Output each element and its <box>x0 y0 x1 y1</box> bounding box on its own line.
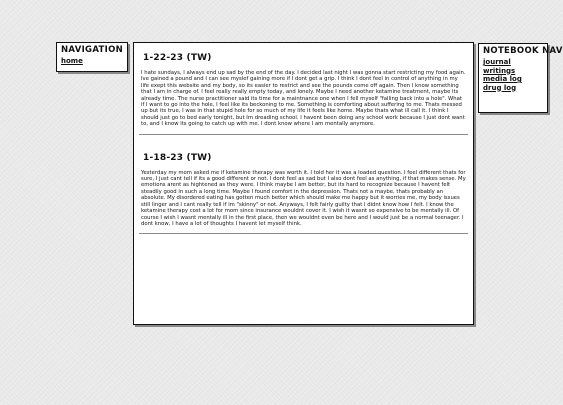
nav-link-media-log[interactable]: media log <box>483 75 522 83</box>
entry-title: 1-18-23 (TW) <box>143 152 212 163</box>
nav-link-home[interactable]: home <box>61 57 83 65</box>
entry-body: I hate sundays, I always end up sad by the end of the day. I decided last night I was gonna start restricting my food again. Ive gained a pound and I can see myslef gaining more if I dont get a grip. I think I dont feel in control of anything in my life exept this website and my body, so its easier to restrict and see the pounds come off again. Then I know something that I am in charge of. I feel really really empty today, and lonely. Maybe I need another ketamine treatment, maybe its already time. The nurse practitioner said its time for a maintnance one when I fell myself "falling back into a hole". What if I want to go into the hole, I feel like its beckoning to me. Something is comforting about suffering to me. Thats messed up but its true, I was in that stupid hole for so much of my life it feels like home. Maybe thats what ill call it. I think I should just go to bed early tonight, but Im dreading school. I havent been doing any school work because I just dont want to, and I know its going to catch up with me. I dont know where I am mentally anymore. <box>141 70 466 128</box>
nav-link-journal[interactable]: journal <box>483 58 511 66</box>
navigation-title: NAVIGATION <box>61 45 124 55</box>
entry-divider <box>139 233 468 234</box>
notebook-nav-panel <box>478 43 563 113</box>
journal-entry <box>139 43 468 135</box>
nav-link-writings[interactable]: writings <box>483 66 516 75</box>
entry-title: 1-22-23 (TW) <box>143 53 212 63</box>
notebook-nav-title: NOTEBOOK NAV <box>483 46 563 56</box>
entry-body: Yesterday my mom asked me if ketamine therapy was worth it. I told her it was a loaded question. I feel different thats for sure, I just cant tell if its a good different or not. I dont feel as sad but I also dont feel as anything, if that makes sense. My emotions arent as hightened as they were. I think maybe I am better, but its hard to recognize because I havent felt steadily good in such a long time. Maybe I found comfort in the depression. Thats not a maybe, thats probably an absolute. My disordered eating has gotten much better which should make me happy but it worries me, my body issues still linger and I cant really tell if im "skinny" or not. Anyways, I felt fairly guilty that I didnt know how I felt. I know the ketamine therapy cost a lot for mom since insurance wouldnt cover it. I wish it wasnt so expensive to be mentally ill. Of course I wish I wasnt mentally ill in the first place, then we wouldnt even be here and I would just be a normal teenager. I dont know, I have a lot of thoughts I havent let myself think. <box>141 169 466 227</box>
journal-entry <box>139 135 468 235</box>
journal-content-panel <box>133 42 474 325</box>
nav-link-drug-log[interactable]: drug log <box>483 83 517 92</box>
navigation-panel <box>56 42 128 72</box>
